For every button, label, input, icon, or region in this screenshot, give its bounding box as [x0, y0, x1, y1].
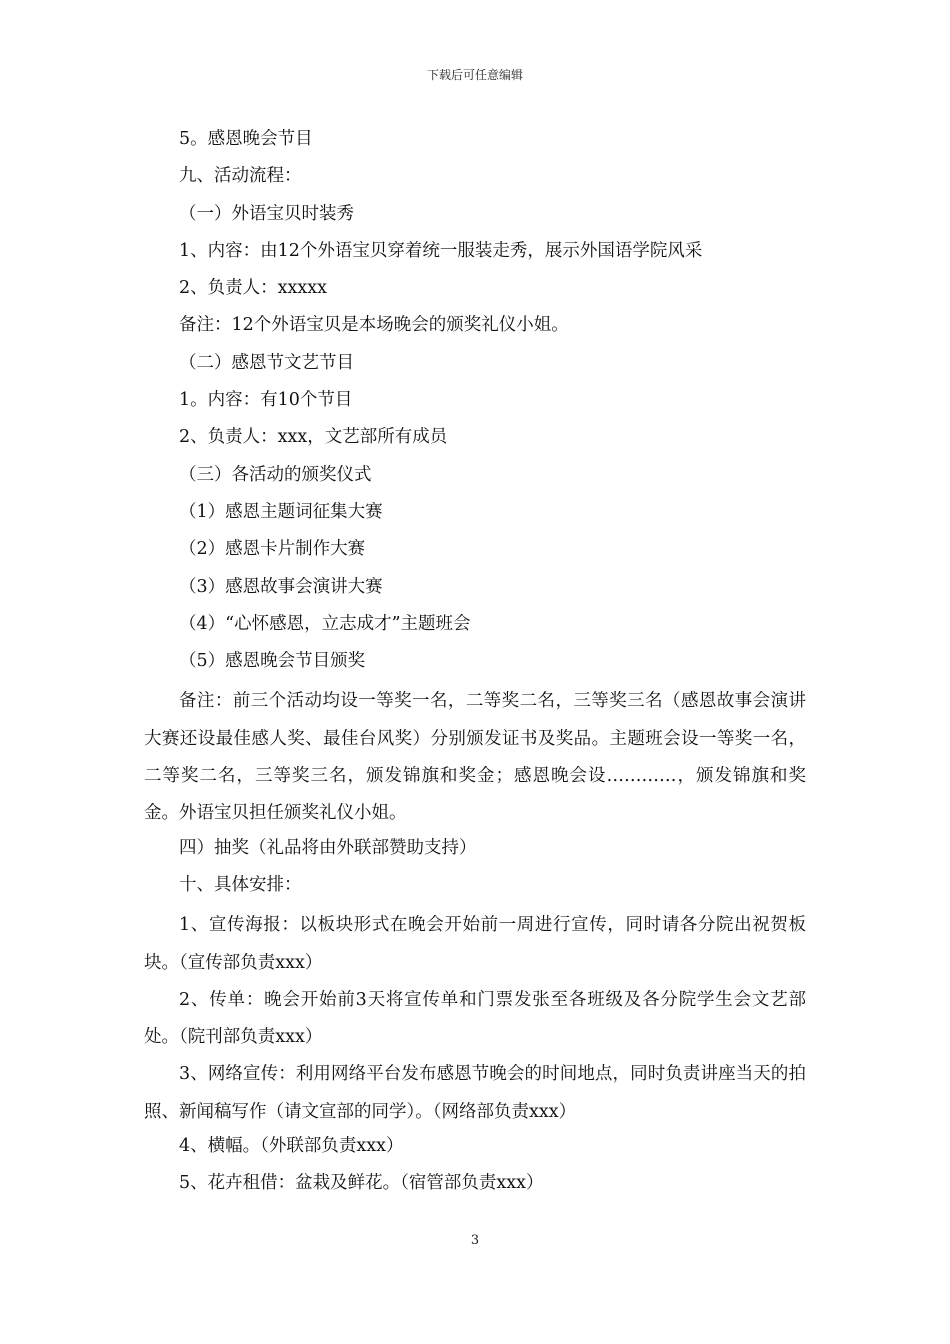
section-heading: 九、活动流程： [179, 166, 302, 187]
item-line: 2、负责人：xxxxx [179, 278, 327, 299]
page-number: 3 [470, 1233, 480, 1248]
subsection-heading: （一）外语宝贝时装秀 [179, 203, 354, 224]
item-line: 1。内容：有10个节目 [179, 390, 353, 411]
note-paragraph: 备注：前三个活动均设一等奖一名，二等奖二名，三等奖三名（感恩故事会演讲大赛还设最佳感人奖、最佳台风奖）分别颁发证书及奖品。主题班会设一等奖一名，二等奖二名，三等奖三名，颁发锦旗和奖金；感恩晚会设…………，颁发锦旗和奖金。外语宝贝担任颁奖礼仪小姐。 [144, 691, 806, 824]
subsection-heading: （二）感恩节文艺节目 [179, 352, 354, 373]
lottery-line: 四）抽奖（礼品将由外联部赞助支持） [179, 837, 477, 858]
award-item: （5）感恩晚会节目颁奖 [179, 651, 366, 672]
arrangement-item: 1、宣传海报：以板块形式在晚会开始前一周进行宣传，同时请各分院出祝贺板块。（宣传部负责xxx） [144, 915, 806, 973]
award-item: （3）感恩故事会演讲大赛 [179, 576, 383, 597]
arrangement-item: 2、传单：晚会开始前3天将宣传单和门票发张至各班级及各分院学生会文艺部处。（院刊部负责xxx） [144, 989, 806, 1048]
arrangement-item: 3、网络宣传：利用网络平台发布感恩节晚会的时间地点，同时负责讲座当天的拍照、新闻稿写作（请文宣部的同学）。（网络部负责xxx） [144, 1064, 806, 1122]
document-body [144, 124, 806, 1206]
arrangement-item: 5、花卉租借：盆栽及鲜花。（宿管部负责xxx） [179, 1173, 544, 1194]
page-header: 下载后可任意编辑 [426, 68, 523, 82]
arrangement-item: 4、横幅。（外联部负责xxx） [179, 1136, 404, 1157]
subsection-heading: （三）各活动的颁奖仪式 [179, 464, 372, 485]
item-line: 5。感恩晚会节目 [179, 129, 313, 149]
award-item: （2）感恩卡片制作大赛 [179, 539, 366, 560]
award-item: （1）感恩主题词征集大赛 [179, 501, 383, 522]
section-heading: 十、具体安排： [179, 874, 302, 895]
item-line: 1、内容：由12个外语宝贝穿着统一服装走秀，展示外国语学院风采 [179, 240, 703, 261]
award-item: （4）“心怀感恩，立志成才”主题班会 [179, 613, 471, 634]
note-line: 备注：12个外语宝贝是本场晚会的颁奖礼仪小姐。 [179, 315, 569, 336]
item-line: 2、负责人：xxx，文艺部所有成员 [179, 427, 448, 448]
